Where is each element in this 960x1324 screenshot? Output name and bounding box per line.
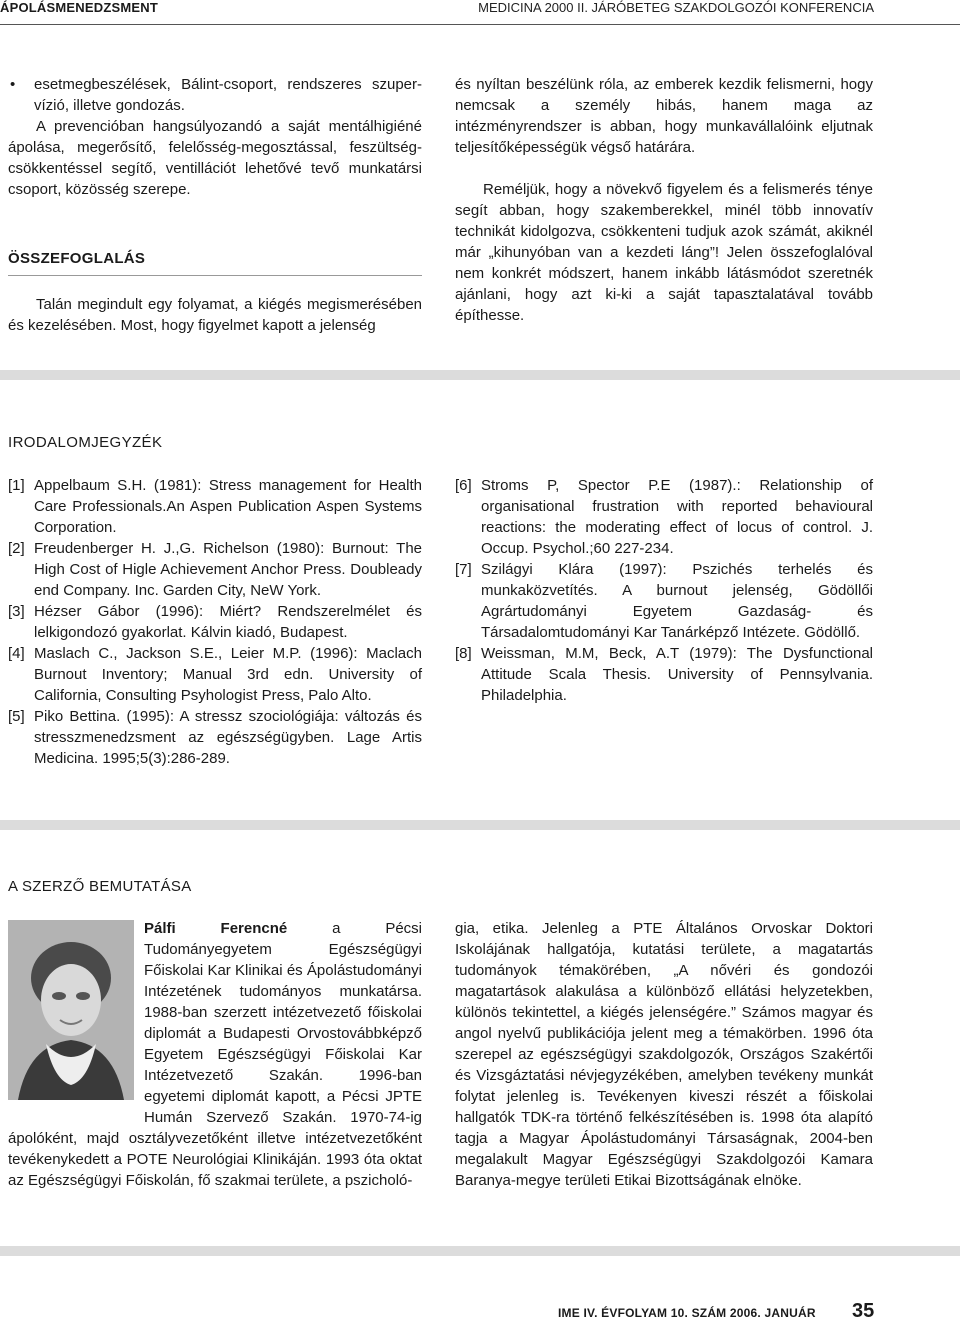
reference-item [455,643,873,706]
reference-number: [4] [8,645,25,662]
bullet-text: esetmegbeszélések, Bálint-csoport, rendszeres szuper-vízió, illetve gondozás. [34,76,422,114]
author-heading: A SZERZŐ BEMUTATÁSA [8,878,192,895]
reference-item [8,643,422,706]
reference-text: Weissman, M.M, Beck, A.T (1979): The Dysfunctional Attitude Scala Thesis. University of Pennsylvania. Philadelphia. [481,645,873,704]
reference-number: [6] [455,477,472,494]
right-column [455,74,873,326]
bullet-item [8,74,422,116]
author-name: Pálfi Ferencné [144,920,288,937]
reference-item [455,559,873,643]
paragraph-prevention: A prevencióban hangsúlyozandó a saját mentálhigiéné ápolása, megerősítő, felelősség-megosztással, feszültség-csökkentéssel segítő, ventillációt lehetővé tevő munkatársi csoport, közösség szerepe. [8,118,422,198]
portrait-image [8,920,134,1100]
reference-number: [7] [455,561,472,578]
reference-number: [3] [8,603,25,620]
section-separator-bar [0,1246,960,1256]
reference-number: [1] [8,477,25,494]
reference-text: Hézser Gábor (1996): Miért? Rendszerelmélet és lelkigondozó gyakorlat. Kálvin kiadó, Budapest. [34,603,422,641]
reference-text: Stroms P, Spector P.E (1987).: Relationship of organisational frustration with reported behavioural reactions: the moderating effect of locus of control. J. Occup. Psychol.;60 227-234. [481,477,873,557]
running-header-conference: MEDICINA 2000 II. JÁRÓBETEG SZAKDOLGOZÓI KONFERENCIA [478,0,874,15]
section-separator-bar [0,370,960,380]
reference-item [455,475,873,559]
references-left-column [8,475,422,769]
header-divider [0,24,960,25]
reference-item [8,706,422,769]
paragraph-summary: Talán megindult egy folyamat, a kiégés megismerésében és kezelésében. Most, hogy figyelmet kapott a jelenség [8,296,422,334]
left-column [8,74,422,336]
paragraph-continuation: és nyíltan beszélünk róla, az emberek kezdik felismerni, hogy nemcsak a személy hibás, hanem maga az intézményrendszer is abban, hogy munkavállalóink eljutnak teljesítőképességük végső határára. [455,76,873,156]
reference-text: Appelbaum S.H. (1981): Stress management for Health Care Professionals.An Aspen Publication Aspen Systems Corporation. [34,477,422,536]
author-bio-text: a Pécsi Tudományegyetem Egészségügyi Főiskolai Kar Klinikai és Ápolástudományi Intézetének tudományos munkatársa. 1988-ban szerzett intézetvezető főiskolai diplomát a Budapesti Orvostovábbképző Egyetem Egészségügyi Főiskolai Kar Intézetvezető Szakán. 1996-ban egyetemi diplomát kapott, a Pécsi JPTE Humán Szervező Szakán. 1970-74-ig ápolóként, majd osztályvezetőként illetve intézetvezetőként tevékenykedett a POTE Neurológiai Klinikáján. 1993 óta oktat az Egészségügyi Főiskolán, fő szakmai területe, a pszicholó- [8,920,423,1189]
references-heading: IRODALOMJEGYZÉK [8,434,163,451]
reference-text: Maslach C., Jackson S.E., Leier M.P. (1996): Maclach Burnout Inventory; Manual 3rd edn. University of California, Consulting Psyhologist Press, Palo Alto. [34,645,422,704]
reference-text: Freudenberger H. J.,G. Richelson (1980): Burnout: The High Cost of Higle Achievement Anchor Press. Doubleady end Company. Inc. Garden City, NeW York. [34,540,422,599]
reference-number: [5] [8,708,25,725]
author-bio-right: gia, etika. Jelenleg a PTE Általános Orvoskar Doktori Iskolájának hallgatója, kutatási területe, a magatartás tudományok témakörében, „A nővéri és gondozói magatartások alakulása a különböző ellátási helyzetekben, különös tekintettel, a kiégés jelenségére.” Számos magyar és angol nyelvű publikációja jelent meg a témakörben. 1996 óta szerepel az egészségügyi szakdolgozók, Országos Szakértői és Vizsgáztatási névjegyzékében, amelyben tevékeny munkát folytat jelenleg is. Tevékenyen kiveszi részét a főiskolai hallgatók TDK-ra történő felkészítésében is. 1998 óta alapító tagja a Magyar Ápolástudományi Társaságnak, 2004-ben megalakult Magyar Egészségügyi Szakdolgozói Kamara Baranya-megye területi Etikai Bizottságának elnöke. [455,920,873,1189]
reference-item [8,538,422,601]
running-header-section: ÁPOLÁSMENEDZSMENT [0,0,158,15]
reference-item [8,601,422,643]
reference-number: [8] [455,645,472,662]
reference-text: Piko Bettina. (1995): A stressz szociológiája: változás és stresszmenedzsment az egészségügyben. Lage Artis Medicina. 1995;5(3):286-289. [34,708,422,767]
reference-item [8,475,422,538]
references-right-column [455,475,873,706]
reference-number: [2] [8,540,25,557]
paragraph-conclusion: Reméljük, hogy a növekvő figyelem és a felismerés ténye segít abban, hogy szakemberekkel, minél több innovatív technikát kidolgozva, csökkenteni tudjuk azok számát, akiknél már „kihunyóban van a kezdeti láng”! Jelen összefoglalóval nem konkrét módszert, hanem inkább látásmódot szeretnék ajánlani, hogy azt ki-ki a saját tapasztalatával tovább építhesse. [455,181,873,324]
section-separator-bar [0,820,960,830]
reference-text: Szilágyi Klára (1997): Pszichés terhelés és munkaközvetítés. A burnout jelenség, Gödöllői Agrártudományi Egyetem Gazdaság- és Társadalomtudományi Kar Tanárképző Intézete. Gödöllő. [481,561,873,641]
section-heading-summary: ÖSSZEFOGLALÁS [8,248,422,276]
page-number: 35 [852,1300,875,1322]
bullet-marker: • [10,76,16,93]
footer-issue: IME IV. ÉVFOLYAM 10. SZÁM 2006. JANUÁR [558,1306,816,1320]
author-photo [8,920,134,1100]
